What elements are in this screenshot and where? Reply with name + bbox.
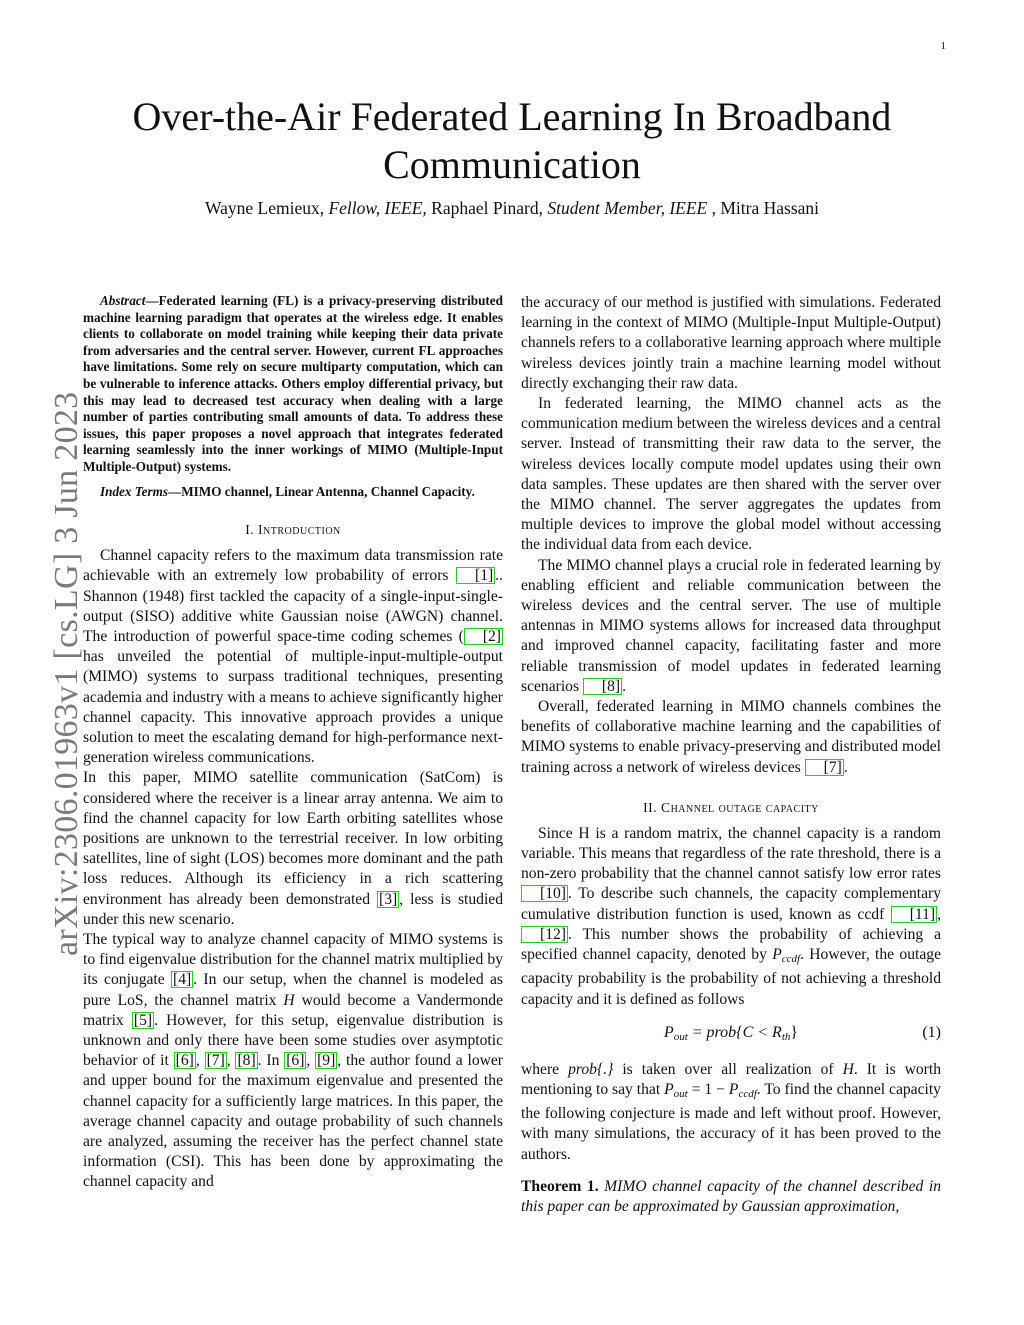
- section-title: Channel outage capacity: [661, 799, 819, 815]
- author-2-name: Raphael Pinard,: [426, 198, 548, 218]
- author-list: [100, 198, 924, 219]
- text-run: Channel capacity refers to the maximum data transmission rate achievable with an extremely low probability of errors: [83, 547, 503, 585]
- math-subscript: ccdf: [738, 1087, 757, 1100]
- math-symbol: H: [842, 1060, 854, 1078]
- citation-link[interactable]: [11]: [891, 906, 937, 923]
- text-run: . To find the channel capacity the following conjecture is made and left without proof. However, with many simulations, the accuracy of it has been proved to the authors.: [521, 1080, 941, 1163]
- math-symbol: H: [283, 991, 295, 1009]
- index-terms-text: —MIMO channel, Linear Antenna, Channel Capacity.: [168, 483, 475, 499]
- citation-link[interactable]: [1]: [456, 567, 495, 584]
- section-number: II.: [643, 799, 661, 815]
- citation-link[interactable]: [7]: [206, 1052, 225, 1070]
- text-run: .: [622, 677, 627, 695]
- theorem-1: [521, 1177, 941, 1217]
- page-number: 1: [940, 40, 946, 52]
- right-column: [521, 293, 941, 1217]
- intro-paragraph-2: [83, 768, 503, 930]
- text-run: where: [521, 1060, 569, 1078]
- text-run: is taken over all realization of: [613, 1060, 843, 1078]
- math-subscript: th: [781, 1030, 791, 1043]
- outage-paragraph-1: [521, 824, 941, 1010]
- index-terms-label: Index Terms: [100, 483, 169, 499]
- text-run: has unveiled the potential of multiple-input-multiple-output (MIMO) systems to surpass traditional techniques, presenting academia and industry with a means to achieve significantly higher channel capacity. This innovative approach provides a unique solution to meet the escalating demand for high-performance next-generation wireless communications.: [83, 648, 503, 767]
- text-run: .: [843, 758, 848, 776]
- left-column: [83, 293, 503, 1193]
- theorem-label: Theorem 1.: [521, 1177, 599, 1195]
- citation-link[interactable]: [6]: [175, 1052, 194, 1070]
- math-subscript: out: [673, 1030, 688, 1043]
- text-run: . To describe such channels, the capacity complementary cumulative distribution function is used, known as ccdf: [521, 885, 941, 923]
- text-run: . This number shows the probability of achieving a specified channel capacity, denoted by: [521, 925, 941, 964]
- section-number: I.: [245, 522, 259, 538]
- math-symbol: P: [728, 1080, 739, 1098]
- section-heading-outage-capacity: [521, 800, 941, 816]
- text-run: , less is studied under this new scenario.: [83, 890, 503, 928]
- math-expression: }: [790, 1023, 799, 1041]
- text-run: would become a Vandermonde matrix: [83, 991, 503, 1029]
- author-1-role: Fellow, IEEE,: [328, 198, 427, 218]
- citation-link[interactable]: [8]: [583, 678, 622, 695]
- citation-link[interactable]: [3]: [379, 890, 398, 908]
- math-expression: = prob{C < R: [687, 1023, 782, 1041]
- paper-title: Over-the-Air Federated Learning In Broadband Communication: [132, 94, 892, 187]
- text-run: = 1 −: [687, 1080, 729, 1098]
- math-symbol: prob{.}: [568, 1060, 614, 1078]
- section-title: Introduction: [258, 522, 341, 538]
- citation-link[interactable]: [7]: [805, 759, 844, 776]
- equation-number: (1): [922, 1023, 941, 1041]
- intro-paragraph-5: In federated learning, the MIMO channel acts as the communication medium between the wireless devices and a central server. Instead of transmitting their raw data to the server, the wireless devices locally compute model updates using their own data samples. These updates are then shared with the server over the MIMO channel. The server aggregates the updates from multiple devices to improve the global model without accessing the individual data from each device.: [521, 395, 942, 554]
- text-run: ,: [226, 1052, 236, 1070]
- text-run: ,: [937, 905, 941, 923]
- index-terms: [83, 484, 503, 501]
- equation-1: [521, 1024, 941, 1048]
- citation-link[interactable]: [8]: [237, 1052, 256, 1070]
- arxiv-identifier: arXiv:2306.01963v1 [cs.LG] 3 Jun 2023: [48, 391, 85, 956]
- text-run: .. Shannon (1948) first tackled the capacity of a single-input-single-output (SISO) additive white Gaussian noise (AWGN) channel. The introduction of powerful space-time coding schemes (: [83, 567, 503, 645]
- text-run: , the author found a lower and upper bound for the maximum eigenvalue and presented the channel capacity for a sufficiently large matrices. In this paper, the average channel capacity and outage probability of such channels are analyzed, assuming the receiver has the perfect channel state information (CSI). This has been done by approximating the channel capacity and: [83, 1052, 503, 1191]
- intro-paragraph-6: [521, 556, 941, 697]
- citation-link[interactable]: [4]: [173, 971, 192, 989]
- text-run: The typical way to analyze channel capacity of MIMO systems is to find eigenvalue distribution for the channel matrix multiplied by its conjugate: [83, 930, 503, 989]
- text-run: . However, the outage capacity probability is the probability of not achieving a threshold capacity and it is defined as follows: [521, 946, 941, 1008]
- text-run: Since H is a random matrix, the channel capacity is a random variable. This means that regardless of the rate threshold, there is a non-zero probability that the channel cannot satisfy low error rates: [521, 824, 941, 883]
- math-symbol: P: [663, 1023, 674, 1041]
- math-symbol: P: [664, 1080, 674, 1098]
- section-heading-introduction: [83, 522, 503, 538]
- citation-link[interactable]: [5]: [133, 1011, 153, 1029]
- outage-paragraph-2: [521, 1060, 941, 1165]
- equation-body: [521, 1024, 941, 1043]
- text-run: The MIMO channel plays a crucial role in federated learning by enabling efficient and reliable communication between the wireless devices and the central server. The use of multiple antennas in MIMO systems allows for increased data throughput and improved channel capacity, facilitating faster and more reliable transmission of model updates in federated learning scenarios: [521, 556, 941, 695]
- citation-link[interactable]: [9]: [317, 1052, 336, 1070]
- text-run: In this paper, MIMO satellite communication (SatCom) is considered where the receiver is a linear array antenna. We aim to find the channel capacity for low Earth orbiting satellites whose positions are unknown to the terrestrial receiver. In low orbiting satellites, line of sight (LOS) becomes more dominant and the path loss reduces. Although its efficiency in a rich scattering environment has already been demonstrated: [83, 769, 503, 908]
- text-run: . However, for this setup, eigenvalue distribution is unknown and only there have been some studies over asymptotic behavior of it: [83, 1011, 503, 1070]
- citation-link[interactable]: [10]: [521, 885, 568, 902]
- intro-paragraph-3: [83, 930, 503, 1193]
- math-subscript: out: [673, 1087, 688, 1100]
- text-run: . In our setup, when the channel is modeled as pure LoS, the channel matrix: [83, 971, 503, 1009]
- math-subscript: ccdf: [781, 953, 801, 966]
- intro-paragraph-1: [83, 546, 503, 768]
- text-run: ,: [306, 1052, 316, 1070]
- abstract-label: Abstract: [100, 293, 146, 308]
- abstract: [83, 293, 503, 476]
- abstract-text: —Federated learning (FL) is a privacy-preserving distributed machine learning paradigm that operates at the wireless edge. It enables clients to collaborate on model training while keeping their data private from adversaries and the central server. However, current FL approaches have limitations. Some rely on secure multiparty computation, which can be vulnerable to inference attacks. Others employ differential privacy, but this may lead to decreased test accuracy when dealing with a large number of parties contributing small amounts of data. To address these issues, this paper proposes a novel approach that integrates federated learning seamlessly into the inner workings of MIMO (Multiple-Input Multiple-Output) systems.: [83, 293, 503, 474]
- text-run: ,: [195, 1052, 205, 1070]
- author-2-role: Student Member, IEEE: [547, 198, 708, 218]
- text-run: . It is worth mentioning to say that: [521, 1060, 942, 1098]
- theorem-text: MIMO channel capacity of the channel described in this paper can be approximated by Gaussian approximation,: [521, 1177, 941, 1215]
- citation-link[interactable]: [2]: [464, 628, 503, 645]
- citation-link[interactable]: [12]: [521, 926, 568, 943]
- text-run: Overall, federated learning in MIMO channels combines the benefits of collaborative machine learning and the capabilities of MIMO systems to enable privacy-preserving and distributed model training across a network of wireless devices: [521, 698, 941, 776]
- intro-paragraph-4: the accuracy of our method is justified with simulations. Federated learning in the context of MIMO (Multiple-Input Multiple-Output) channels refers to a collaborative learning approach where multiple wireless devices jointly train a machine learning model without directly exchanging their raw data.: [521, 294, 941, 392]
- author-3-name: , Mitra Hassani: [707, 198, 820, 218]
- intro-paragraph-7: [521, 697, 941, 778]
- math-symbol: P: [772, 946, 782, 964]
- author-1-name: Wayne Lemieux,: [204, 198, 329, 218]
- citation-link[interactable]: [6]: [286, 1052, 305, 1070]
- text-run: . In: [257, 1052, 285, 1070]
